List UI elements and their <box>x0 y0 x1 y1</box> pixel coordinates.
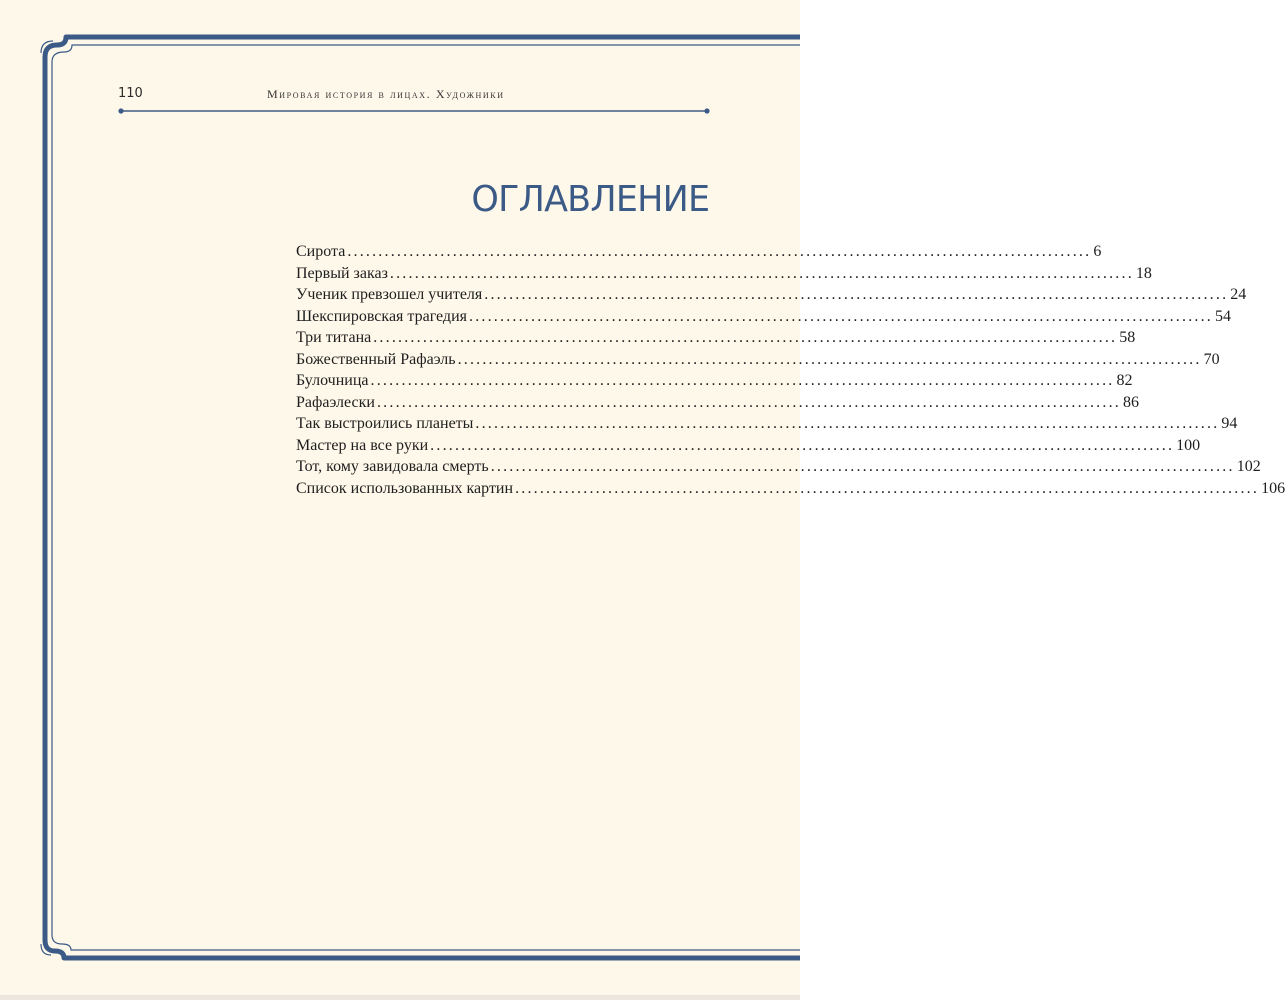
toc-entry <box>296 284 1247 306</box>
toc-entry <box>296 435 1201 457</box>
toc-entry-page-number: 18 <box>1135 264 1152 282</box>
toc-entry-title: Сирота <box>296 243 346 260</box>
toc-entry-title: Булочница <box>296 372 369 389</box>
page-number: 110 <box>118 86 143 101</box>
toc-entry-title: Так выстроились планеты <box>296 415 474 432</box>
toc-entry <box>296 478 1285 500</box>
toc-entry-title: Тот, кому завидовала смерть <box>296 458 489 475</box>
rule-end-dot-left <box>118 108 123 113</box>
toc-dot-leader: ........................................................................................................................ <box>370 372 1115 389</box>
toc-entry-page-number: 82 <box>1116 372 1133 389</box>
toc-entry-page-number: 102 <box>1236 458 1261 475</box>
toc-dot-leader: ........................................................................................................................ <box>484 286 1229 303</box>
toc-dot-leader: ........................................................................................................................ <box>430 436 1175 454</box>
page-edge <box>0 995 800 1000</box>
toc-entry <box>296 370 1133 392</box>
toc-dot-leader: ........................................................................................................................ <box>475 415 1220 432</box>
running-title: Мировая история в лицах. Художники <box>267 87 505 101</box>
header-rule <box>118 106 710 116</box>
toc-entry-page-number: 86 <box>1122 393 1139 411</box>
toc-dot-leader: ........................................................................................................................ <box>373 329 1118 346</box>
toc-list <box>296 241 1285 499</box>
toc-entry <box>296 392 1139 414</box>
toc-dot-leader: ........................................................................................................................ <box>469 307 1213 325</box>
toc-entry-page-number: 24 <box>1230 286 1247 303</box>
toc-entry-page-number: 54 <box>1215 307 1231 325</box>
toc-entry-page-number: 106 <box>1261 479 1285 497</box>
toc-entry <box>296 263 1152 285</box>
toc-entry-title: Список использованных картин <box>296 479 514 497</box>
toc-entry-title: Рафаэлески <box>296 393 375 411</box>
toc-dot-leader: ........................................................................................................................ <box>376 393 1121 411</box>
toc-title: ОГЛАВЛЕНИЕ <box>471 179 709 221</box>
toc-entry-title: Мастер на все руки <box>296 436 429 454</box>
toc-entry-page-number: 70 <box>1203 350 1220 368</box>
toc-entry-title: Первый заказ <box>296 264 388 282</box>
toc-entry-title: Ученик превзошел учителя <box>296 286 483 303</box>
toc-entry <box>296 456 1261 478</box>
toc-entry-page-number: 58 <box>1119 329 1136 346</box>
toc-entry <box>296 349 1220 371</box>
toc-entry <box>296 413 1238 435</box>
toc-entry <box>296 306 1231 328</box>
toc-entry-page-number: 100 <box>1176 436 1201 454</box>
toc-dot-leader: ........................................................................................................................ <box>490 458 1235 475</box>
toc-entry-page-number: 6 <box>1093 243 1102 260</box>
toc-entry-page-number: 94 <box>1221 415 1238 432</box>
toc-entry-title: Три титана <box>296 329 372 346</box>
toc-entry-title: Шекспировская трагедия <box>296 307 467 325</box>
toc-dot-leader: ........................................................................................................................ <box>515 479 1260 497</box>
toc-entry-title: Божественный Рафаэль <box>296 350 456 368</box>
toc-entry <box>296 327 1136 349</box>
toc-dot-leader: ........................................................................................................................ <box>389 264 1134 282</box>
toc-dot-leader: ........................................................................................................................ <box>347 243 1092 260</box>
toc-entry <box>296 241 1102 263</box>
toc-dot-leader: ........................................................................................................................ <box>457 350 1202 368</box>
rule-end-dot-right <box>704 108 709 113</box>
